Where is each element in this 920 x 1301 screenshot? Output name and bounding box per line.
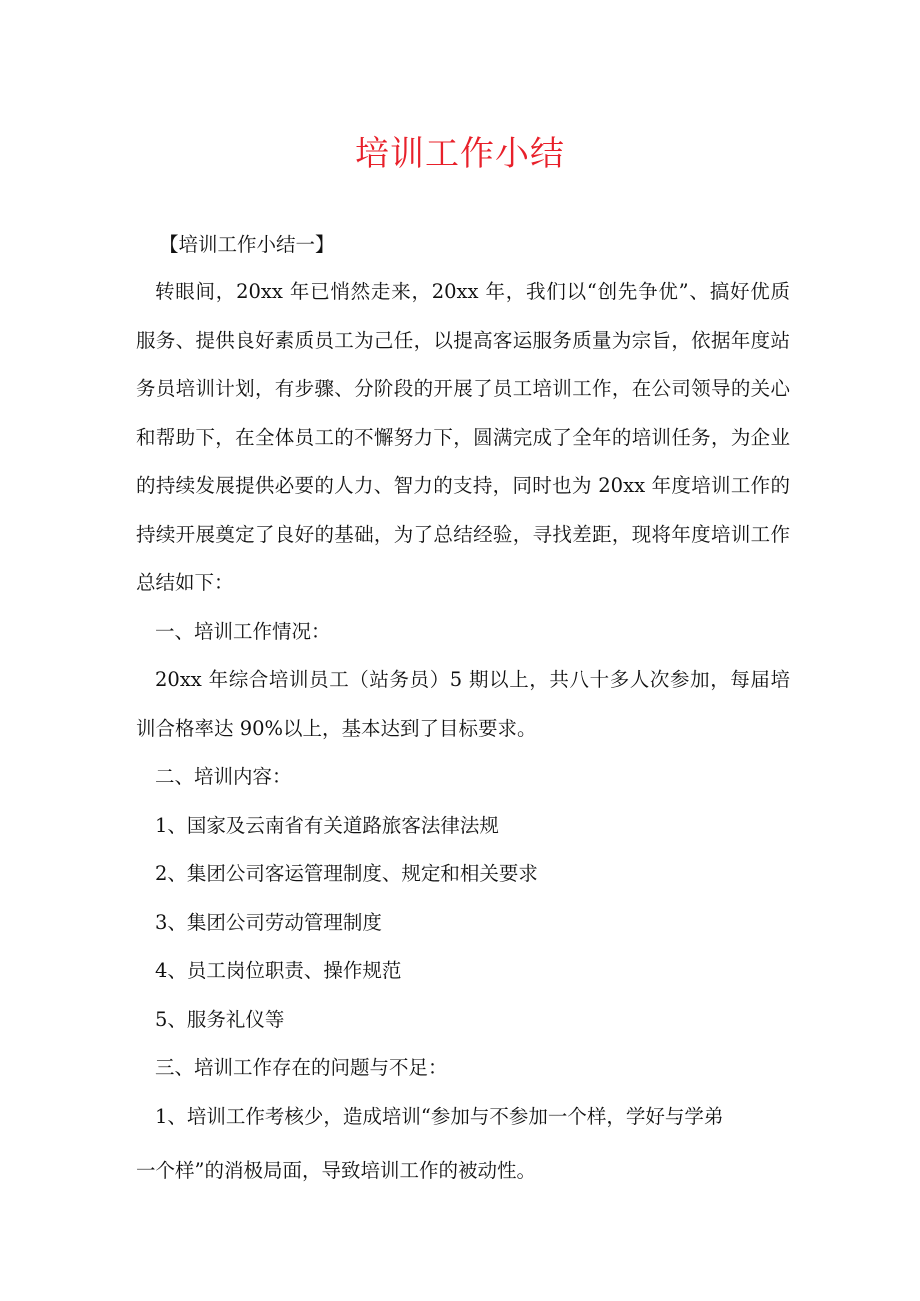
- intro-line: 转眼间，20xx 年已悄然走来，20xx 年，我们以“创先争优”、搞好优质: [155, 280, 790, 303]
- heading-training-content: 二、培训内容：: [155, 765, 292, 788]
- situation-line: 训合格率达 90%以上，基本达到了目标要求。: [136, 717, 537, 740]
- intro-line: 的持续发展提供必要的人力、智力的支持，同时也为 20xx 年度培训工作的: [136, 474, 790, 497]
- content-item: 1、国家及云南省有关道路旅客法律法规: [155, 814, 499, 837]
- intro-line: 持续开展奠定了良好的基础，为了总结经验，寻找差距，现将年度培训工作: [136, 523, 790, 546]
- content-item: 2、集团公司客运管理制度、规定和相关要求: [155, 862, 538, 885]
- intro-line: 务员培训计划，有步骤、分阶段的开展了员工培训工作，在公司领导的关心: [136, 377, 790, 400]
- problem-line: 一个样”的消极局面，导致培训工作的被动性。: [136, 1159, 536, 1182]
- content-item: 5、服务礼仪等: [155, 1008, 285, 1031]
- section-heading: 【培训工作小结一】: [159, 233, 335, 256]
- content-item: 4、员工岗位职责、操作规范: [155, 959, 402, 982]
- situation-line: 20xx 年综合培训员工（站务员）5 期以上，共八十多人次参加，每届培: [155, 668, 790, 691]
- intro-line: 总结如下：: [136, 571, 234, 594]
- document-title: 培训工作小结: [355, 134, 565, 174]
- intro-line: 和帮助下，在全体员工的不懈努力下，圆满完成了全年的培训任务，为企业: [136, 426, 790, 449]
- heading-training-situation: 一、培训工作情况：: [155, 620, 331, 643]
- problem-line: 1、培训工作考核少，造成培训“参加与不参加一个样，学好与学弟: [155, 1105, 724, 1128]
- heading-problems: 三、培训工作存在的问题与不足：: [155, 1056, 448, 1079]
- content-item: 3、集团公司劳动管理制度: [155, 911, 382, 934]
- intro-line: 服务、提供良好素质员工为己任，以提高客运服务质量为宗旨，依据年度站: [136, 329, 790, 352]
